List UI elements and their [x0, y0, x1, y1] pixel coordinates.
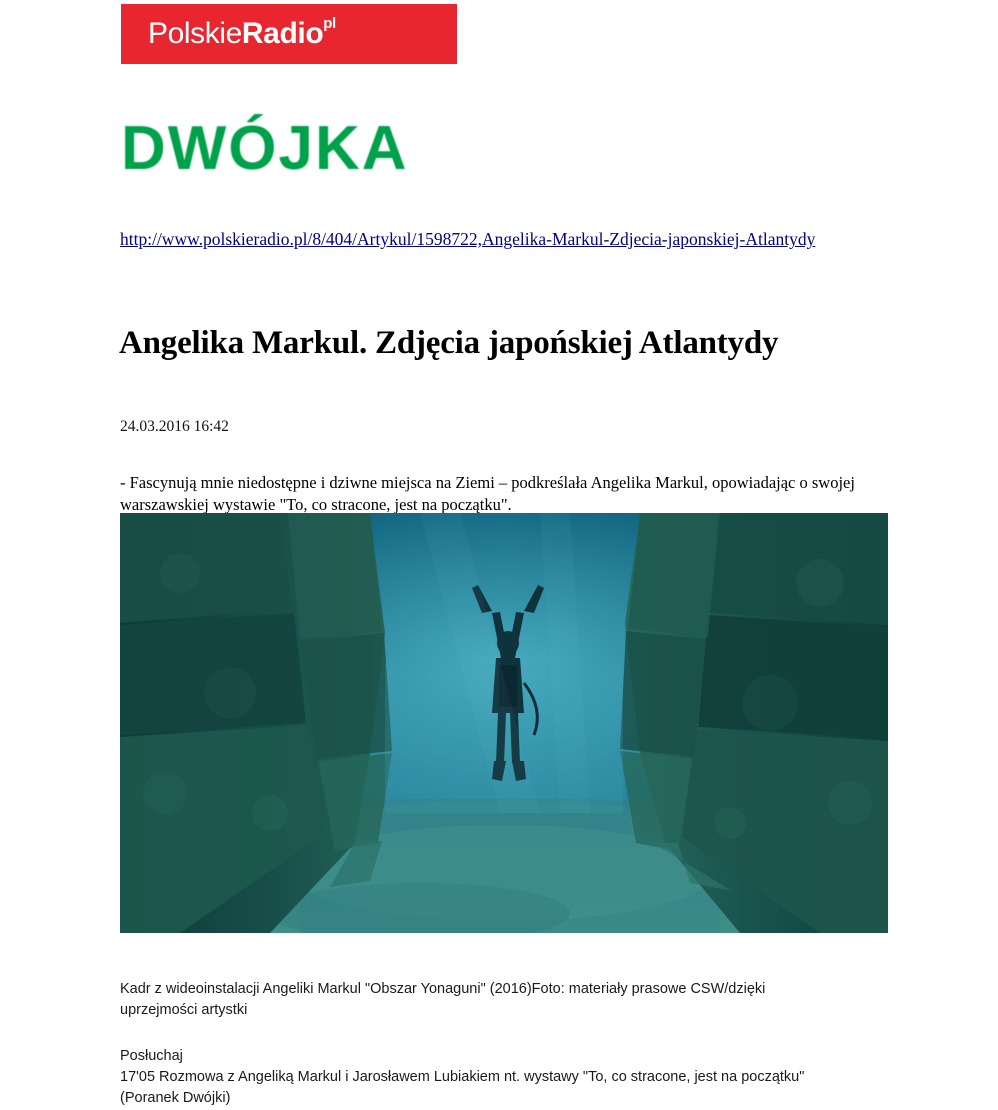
- article-photo: [120, 513, 888, 933]
- dwojka-logo-text: DWÓJKA: [121, 114, 409, 183]
- polskie-radio-logo-text: [148, 17, 336, 51]
- listen-item[interactable]: 17'05 Rozmowa z Angeliką Markul i Jarosławem Lubiakiem nt. wystawy "To, co stracone, jest na początku": [120, 1069, 805, 1085]
- logo-word-polskie: Polskie: [148, 17, 242, 50]
- page-title: Angelika Markul. Zdjęcia japońskiej Atlantydy: [119, 325, 779, 362]
- listen-source: (Poranek Dwójki): [120, 1090, 231, 1106]
- article-lead: - Fascynują mnie niedostępne i dziwne miejsca na Ziemi – podkreślała Angelika Markul, opowiadając o swojej warszawskiej wystawie "To, co stracone, jest na początku".: [120, 472, 855, 514]
- polskie-radio-logo[interactable]: [121, 4, 457, 64]
- article-url-link[interactable]: http://www.polskieradio.pl/8/404/Artykul/1598722,Angelika-Markul-Zdjecia-japonskiej-Atlantydy: [120, 229, 816, 249]
- photo-caption: Kadr z wideoinstalacji Angeliki Markul "Obszar Yonaguni" (2016)Foto: materiały prasowe CSW/dzięki uprzejmości artystki: [120, 981, 766, 1018]
- underwater-ruins-illustration: [120, 513, 888, 933]
- listen-label: Posłuchaj: [120, 1048, 183, 1064]
- logo-word-pl: pl: [323, 15, 336, 32]
- dwojka-station-logo[interactable]: [121, 108, 453, 190]
- publication-date: 24.03.2016 16:42: [120, 418, 229, 435]
- listen-block: [120, 1046, 880, 1109]
- logo-word-radio: Radio: [241, 17, 324, 50]
- page-right-edge: [994, 0, 998, 1110]
